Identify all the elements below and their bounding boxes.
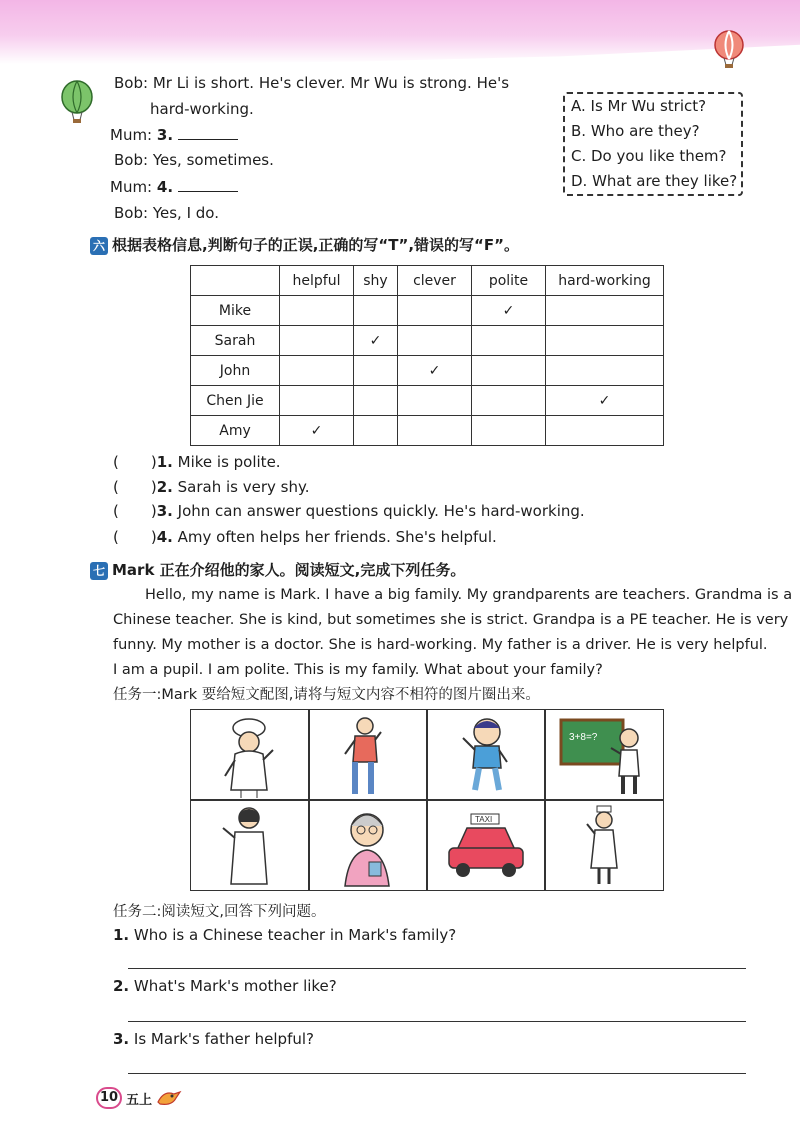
row-name: Amy	[191, 416, 280, 446]
check-cell	[546, 296, 664, 326]
check-cell	[280, 326, 354, 356]
check-cell: ✓	[398, 356, 472, 386]
dialogue-text: Yes, I do.	[152, 204, 219, 222]
statement-text: John can answer questions quickly. He's hard-working.	[177, 502, 585, 520]
answer-line-1[interactable]	[128, 967, 746, 969]
dialogue-text: hard-working.	[150, 100, 254, 118]
check-cell: ✓	[472, 296, 546, 326]
option-b: B. Who are they?	[571, 122, 700, 140]
statement-text: Mike is polite.	[177, 453, 281, 471]
check-cell	[472, 416, 546, 446]
option-a: A. Is Mr Wu strict?	[571, 97, 707, 115]
question-number: 3.	[113, 1030, 130, 1048]
picture-teacher-blackboard[interactable]	[545, 710, 663, 800]
question-2	[113, 977, 337, 995]
check-cell	[546, 326, 664, 356]
section-7-title	[90, 559, 465, 580]
picture-man[interactable]	[309, 710, 427, 800]
dialogue-text: Yes, sometimes.	[152, 151, 274, 169]
statement-number: 3.	[156, 502, 173, 520]
check-cell	[398, 416, 472, 446]
question-number: 2.	[113, 977, 130, 995]
check-cell	[472, 386, 546, 416]
option-c: C. Do you like them?	[571, 147, 727, 165]
row-name: Chen Jie	[191, 386, 280, 416]
table-header-cell: hard-working	[546, 266, 664, 296]
page-number: 10	[96, 1087, 122, 1109]
nurse-icon	[545, 800, 663, 890]
dialogue-line-4	[114, 150, 274, 170]
dialogue-text: Mr Li is short. He's clever. Mr Wu is strong. He's	[152, 74, 510, 92]
answer-paren: (	[113, 502, 119, 520]
check-cell: ✓	[546, 386, 664, 416]
table-row	[191, 356, 664, 386]
table-header-cell: shy	[354, 266, 398, 296]
check-cell	[280, 356, 354, 386]
answer-paren: )	[150, 502, 157, 520]
answer-paren: (	[113, 453, 119, 471]
section-6-icon: 六	[90, 237, 108, 255]
check-cell	[354, 296, 398, 326]
picture-taxi[interactable]	[427, 800, 545, 890]
section-7-instruction: Mark 正在介绍他的家人。阅读短文,完成下列任务。	[112, 561, 466, 579]
row-name: Sarah	[191, 326, 280, 356]
row-name: John	[191, 356, 280, 386]
picture-boy[interactable]	[427, 710, 545, 800]
speaker-label: Bob:	[114, 204, 149, 222]
table-header-row	[191, 266, 664, 296]
statement-2[interactable]	[113, 477, 309, 497]
header-band	[0, 0, 800, 64]
statement-3[interactable]	[113, 501, 585, 521]
question-number: 3.	[156, 126, 174, 144]
question-text: Is Mark's father helpful?	[133, 1030, 314, 1048]
dialogue-line-2	[150, 99, 254, 119]
answer-paren: )	[150, 453, 157, 471]
picture-grandma[interactable]	[309, 800, 427, 890]
statement-text: Amy often helps her friends. She's helpful.	[177, 528, 497, 546]
picture-chef[interactable]	[191, 710, 309, 800]
table-row	[191, 416, 664, 446]
question-number: 4.	[156, 178, 174, 196]
speaker-label: Mum:	[110, 126, 153, 144]
dialogue-line-5	[110, 177, 238, 197]
answer-paren: )	[150, 528, 157, 546]
statement-1[interactable]	[113, 452, 281, 472]
check-cell	[354, 416, 398, 446]
task-2-instruction: 任务二:阅读短文,回答下列问题。	[113, 904, 326, 920]
bird-icon	[154, 1086, 182, 1108]
speaker-label: Bob:	[114, 74, 149, 92]
task-1-instruction: 任务一:Mark 要给短文配图,请将与短文内容不相符的图片圈出来。	[113, 687, 540, 703]
table-header-cell: polite	[472, 266, 546, 296]
question-text: What's Mark's mother like?	[133, 977, 337, 995]
picture-nurse[interactable]	[545, 800, 663, 890]
answer-paren: (	[113, 478, 119, 496]
check-cell	[280, 386, 354, 416]
check-cell	[398, 326, 472, 356]
passage-line-2: Chinese teacher. She is kind, but sometimes she is strict. Grandpa is a PE teacher. He is very	[113, 612, 789, 628]
answer-paren: )	[150, 478, 157, 496]
statement-4[interactable]	[113, 527, 497, 547]
speaker-label: Mum:	[110, 178, 153, 196]
table-header-cell: clever	[398, 266, 472, 296]
check-cell	[546, 356, 664, 386]
passage-line-4: I am a pupil. I am polite. This is my family. What about your family?	[113, 662, 603, 678]
trait-table	[190, 265, 664, 446]
question-1	[113, 926, 456, 944]
table-header-cell	[191, 266, 280, 296]
picture-grid	[190, 709, 664, 891]
answer-line-3[interactable]	[128, 1072, 746, 1074]
check-cell: ✓	[280, 416, 354, 446]
passage-line-1: Hello, my name is Mark. I have a big family. My grandparents are teachers. Grandma is a	[145, 587, 793, 603]
check-cell	[354, 356, 398, 386]
man-icon	[309, 710, 427, 800]
question-3	[113, 1030, 314, 1048]
blackboard-text: 3+8=?	[569, 732, 598, 743]
section-7-icon: 七	[90, 562, 108, 580]
boy-icon	[427, 710, 545, 800]
grandma-icon	[309, 800, 427, 890]
balloon-green-icon	[60, 80, 94, 124]
dialogue-line-6	[114, 203, 219, 223]
check-cell	[398, 296, 472, 326]
answer-blank-4[interactable]	[178, 177, 238, 192]
doctor-icon	[191, 800, 309, 890]
check-cell	[472, 326, 546, 356]
blackboard-teacher-icon	[545, 710, 663, 800]
statement-number: 1.	[156, 453, 173, 471]
passage-line-3: funny. My mother is a doctor. She is hard-working. My father is a driver. He is very helpful.	[113, 637, 768, 653]
check-cell	[354, 386, 398, 416]
table-header-cell: helpful	[280, 266, 354, 296]
section-6-instruction: 根据表格信息,判断句子的正误,正确的写“T”,错误的写“F”。	[112, 236, 520, 254]
speaker-label: Bob:	[114, 151, 149, 169]
chef-icon	[191, 710, 309, 800]
balloon-red-icon	[712, 30, 746, 70]
statement-text: Sarah is very shy.	[177, 478, 310, 496]
check-cell	[472, 356, 546, 386]
table-row	[191, 326, 664, 356]
check-cell: ✓	[354, 326, 398, 356]
grade-label: 五上	[126, 1093, 153, 1108]
table-row	[191, 296, 664, 326]
taxi-icon	[427, 800, 545, 890]
picture-doctor[interactable]	[191, 800, 309, 890]
answer-line-2[interactable]	[128, 1020, 746, 1022]
check-cell	[280, 296, 354, 326]
check-cell	[546, 416, 664, 446]
table-row	[191, 386, 664, 416]
check-cell	[398, 386, 472, 416]
statement-number: 4.	[156, 528, 173, 546]
taxi-sign-text: TAXI	[475, 815, 493, 824]
question-number: 1.	[113, 926, 130, 944]
answer-paren: (	[113, 528, 119, 546]
options-box	[563, 92, 743, 196]
question-text: Who is a Chinese teacher in Mark's family?	[133, 926, 457, 944]
statement-number: 2.	[156, 478, 173, 496]
dialogue-line-1	[114, 73, 509, 93]
section-6-title	[90, 234, 519, 255]
row-name: Mike	[191, 296, 280, 326]
answer-blank-3[interactable]	[178, 125, 238, 140]
dialogue-line-3	[110, 125, 238, 145]
option-d: D. What are they like?	[571, 172, 738, 190]
